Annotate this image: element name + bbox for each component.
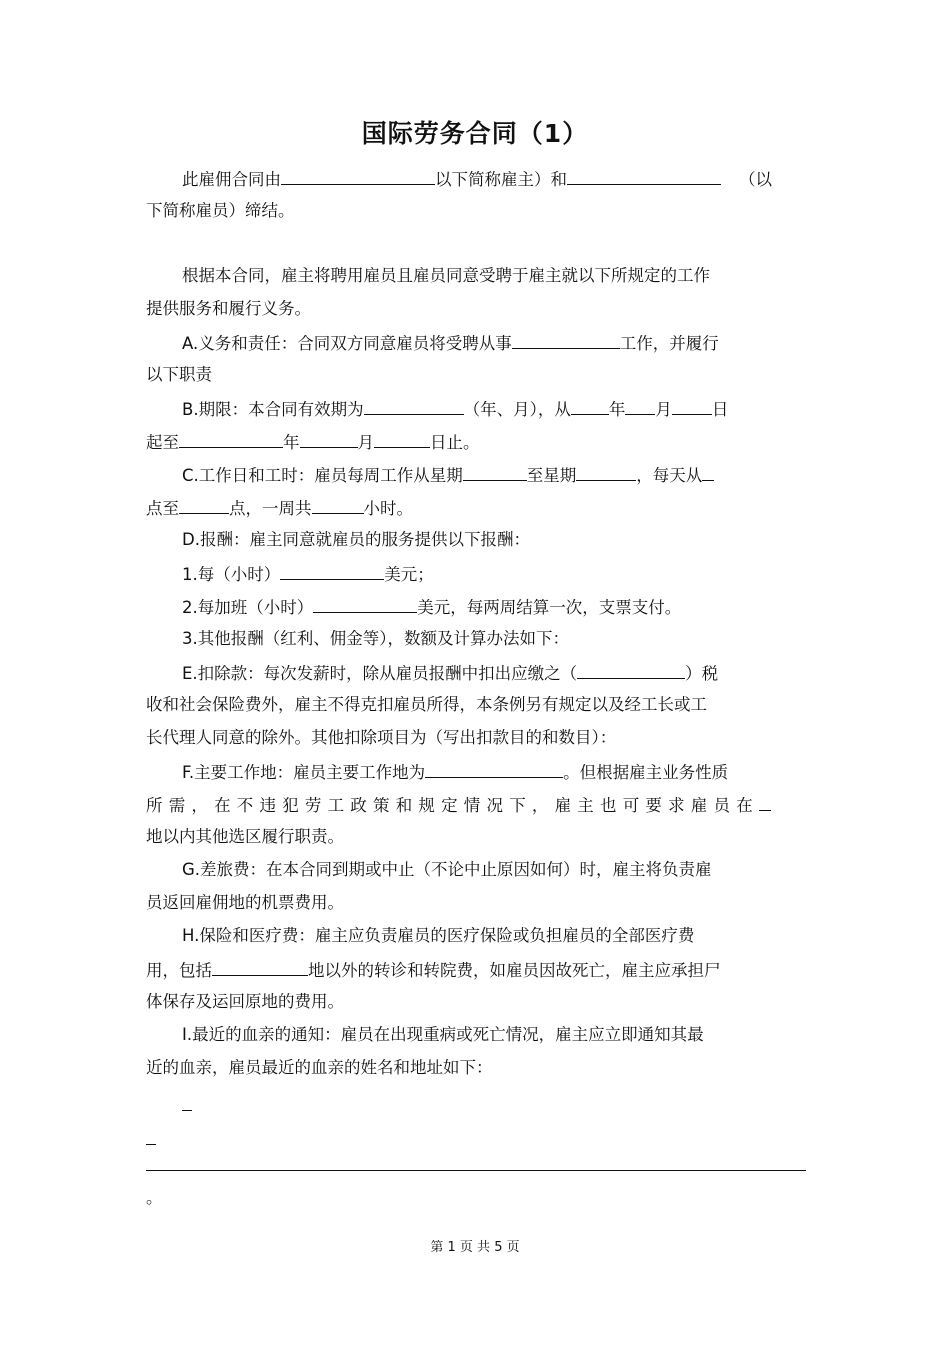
blank-end-year[interactable] [179, 427, 283, 448]
text: ，每天从 [636, 466, 703, 485]
blank-employee[interactable] [567, 164, 721, 185]
blank-region[interactable] [759, 790, 771, 811]
blank-relative-name[interactable] [182, 1090, 192, 1111]
clause-h-line-3: 体保存及运回原地的费用。 [146, 992, 344, 1011]
clause-b-line-2 [146, 427, 808, 455]
clause-f-line-3: 地以内其他选区履行职责。 [146, 827, 344, 846]
blank-hour-to[interactable] [179, 493, 229, 514]
text: 美元，每两周结算一次，支票支付。 [417, 598, 682, 617]
text-line-2: 下简称雇员）缔结。 [146, 201, 295, 220]
text: 月 [357, 433, 374, 452]
text: A.义务和责任：合同双方同意雇员将受聘从事 [182, 334, 512, 353]
clause-f-line-2 [146, 790, 808, 818]
text: ）税 [685, 664, 719, 683]
blank-local-area[interactable] [212, 955, 308, 976]
blank-hourly-rate[interactable] [280, 559, 384, 580]
blank-end-month[interactable] [300, 427, 358, 448]
text: 工作，并履行 [619, 334, 719, 353]
text: 地以外的转诊和转院费，如雇员因故死亡，雇主应承担尸 [308, 961, 721, 980]
text: （年、月），从 [463, 400, 571, 419]
text: 年 [608, 400, 626, 419]
text: 2.每加班（小时） [182, 598, 314, 617]
clause-e-line-3: 长代理人同意的除外。其他扣除项目为（写出扣款目的和数目）： [146, 728, 617, 747]
clause-f-line-1 [182, 757, 808, 785]
text: 点至 [146, 499, 179, 518]
blank-weekly-hours[interactable] [312, 493, 364, 514]
text: 美元； [384, 565, 434, 584]
blank-weekday-to[interactable] [576, 460, 636, 481]
clause-c-line-1 [182, 460, 808, 488]
blank-term[interactable] [364, 394, 464, 415]
blank-work-location[interactable] [425, 757, 563, 778]
fill-line-2[interactable] [146, 1124, 808, 1152]
clause-d-item-1 [182, 559, 808, 587]
text: 用，包括 [146, 961, 212, 980]
text-line-1 [182, 164, 808, 192]
text: 年 [283, 433, 300, 452]
text: 月 [655, 400, 672, 419]
clause-g-line-2: 员返回雇佣地的机票费用。 [146, 893, 344, 912]
clause-d-line-1: D.报酬：雇主同意就雇员的服务提供以下报酬： [182, 530, 530, 549]
text: 所需，在不违犯劳工政策和规定情况下，雇主也可要求雇员在 [146, 796, 759, 815]
blank-job[interactable] [512, 328, 620, 349]
closing-mark: 。 [146, 1188, 163, 1207]
blank-employer[interactable] [281, 164, 435, 185]
clause-c-line-2 [146, 493, 808, 521]
text: 此雇佣合同由 [182, 170, 281, 189]
text: C.工作日和工时：雇员每周工作从星期 [182, 466, 463, 485]
text: （以 [739, 170, 772, 189]
text: 1.每（小时） [182, 565, 281, 584]
clause-i-line-1: I.最近的血亲的通知：雇员在出现重病或死亡情况，雇主应立即通知其最 [182, 1025, 704, 1044]
clause-g-line-1: G.差旅费：在本合同到期或中止（不论中止原因如何）时，雇主将负责雇 [182, 860, 712, 879]
page-footer: 第 1 页 共 5 页 [430, 1240, 520, 1255]
signature-rule[interactable] [146, 1170, 806, 1171]
clause-a-line-2: 以下职责 [146, 365, 212, 384]
text: 起至 [146, 433, 179, 452]
text: 日 [711, 400, 729, 419]
blank-relative-address[interactable] [146, 1124, 156, 1145]
blank-start-year[interactable] [571, 394, 609, 415]
clause-e-line-1 [182, 658, 808, 686]
page-title: 国际劳务合同（1） [361, 119, 589, 148]
text: 日止。 [430, 433, 480, 452]
clause-h-line-2 [146, 955, 808, 983]
blank-overtime-rate[interactable] [313, 592, 417, 613]
clause-d-item-3: 3.其他报酬（红利、佣金等），数额及计算办法如下： [182, 629, 569, 648]
text: 以下简称雇主）和 [435, 170, 567, 189]
blank-weekday-from[interactable] [463, 460, 527, 481]
blank-hour-from[interactable] [702, 460, 714, 481]
clause-i-line-2: 近的血亲，雇员最近的血亲的姓名和地址如下： [146, 1058, 493, 1077]
text-line-4: 提供服务和履行义务。 [146, 299, 311, 318]
text: F.主要工作地：雇员主要工作地为 [182, 763, 426, 782]
text: B.期限：本合同有效期为 [182, 400, 364, 419]
clause-b-line-1 [182, 394, 808, 422]
blank-start-month[interactable] [625, 394, 655, 415]
fill-line-1[interactable] [182, 1090, 808, 1118]
clause-e-line-2: 收和社会保险费外，雇主不得克扣雇员所得，本条例另有规定以及经工长或工 [146, 695, 707, 714]
text: 小时。 [363, 499, 413, 518]
text: 。但根据雇主业务性质 [563, 763, 729, 782]
clause-d-item-2 [182, 592, 808, 620]
blank-end-day[interactable] [374, 427, 430, 448]
text: 点，一周共 [229, 499, 312, 518]
blank-tax[interactable] [577, 658, 685, 679]
text-line-3: 根据本合同，雇主将聘用雇员且雇员同意受聘于雇主就以下所规定的工作 [182, 266, 710, 285]
clause-a-line-1 [182, 328, 808, 356]
text: 至星期 [526, 466, 577, 485]
blank-start-day[interactable] [672, 394, 712, 415]
text: E.扣除款：每次发薪时，除从雇员报酬中扣出应缴之（ [182, 664, 578, 683]
clause-h-line-1: H.保险和医疗费：雇主应负责雇员的医疗保险或负担雇员的全部医疗费 [182, 926, 695, 945]
